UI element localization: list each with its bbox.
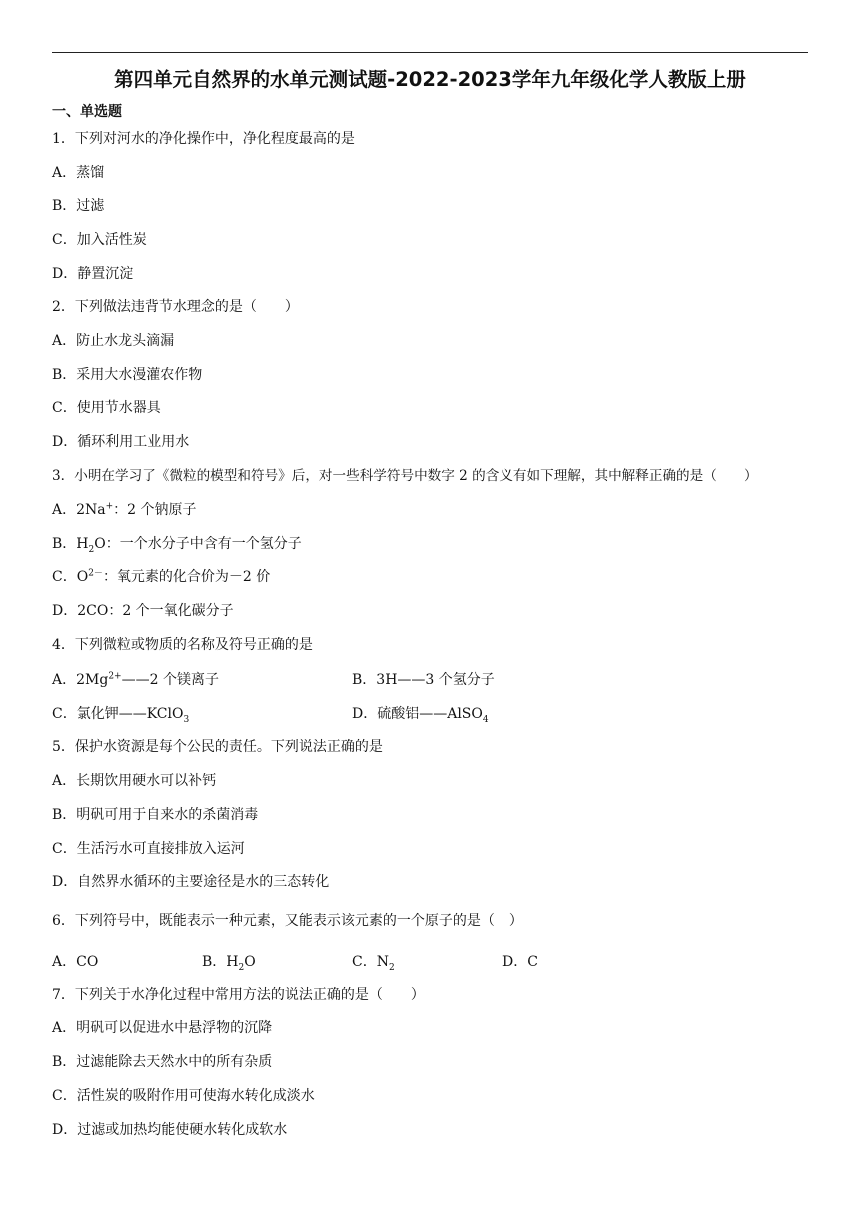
q4-option-c: C．氯化钾——KClO$_3$ bbox=[52, 706, 190, 725]
q5-option-a: A．长期饮用硬水可以补钙 bbox=[52, 773, 217, 789]
q3-option-b: B．$H_2O$：一个水分子中含有一个氢分子 bbox=[52, 536, 302, 555]
question-6-stem: 6．下列符号中，既能表示一种元素，又能表示该元素的一个原子的是（ ） bbox=[52, 913, 523, 929]
question-1-stem: 1．下列对河水的净化操作中，净化程度最高的是 bbox=[52, 131, 355, 147]
q2-option-a: A．防止水龙头滴漏 bbox=[52, 333, 175, 349]
question-4-stem: 4．下列微粒或物质的名称及符号正确的是 bbox=[52, 637, 313, 653]
question-7-stem: 7．下列关于水净化过程中常用方法的说法正确的是（ ） bbox=[52, 987, 425, 1003]
q7-option-a: A．明矾可以促进水中悬浮物的沉降 bbox=[52, 1020, 273, 1036]
q4-option-d: D．硫酸铝——AlSO$_4$ bbox=[352, 706, 489, 725]
q1-option-d: D．静置沉淀 bbox=[52, 266, 134, 282]
q6-option-b: B．$H_2O$ bbox=[202, 954, 256, 973]
q4-option-b: B．3H——3 个氢分子 bbox=[352, 672, 495, 688]
question-5-stem: 5．保护水资源是每个公民的责任。下列说法正确的是 bbox=[52, 739, 383, 755]
q7-option-b: B．过滤能除去天然水中的所有杂质 bbox=[52, 1054, 273, 1070]
q7-option-c: C．活性炭的吸附作用可使海水转化成淡水 bbox=[52, 1088, 315, 1104]
q6-option-c: C．$N_2$ bbox=[352, 954, 395, 973]
q3-option-d: D．2CO：2 个一氧化碳分子 bbox=[52, 603, 234, 619]
q2-option-d: D．循环利用工业用水 bbox=[52, 434, 190, 450]
q1-option-b: B．过滤 bbox=[52, 198, 105, 214]
q7-option-d: D．过滤或加热均能使硬水转化成软水 bbox=[52, 1122, 288, 1138]
q2-option-c: C．使用节水器具 bbox=[52, 400, 161, 416]
q1-option-a: A．蒸馏 bbox=[52, 165, 105, 181]
question-3-stem: 3．小明在学习了《微粒的模型和符号》后，对一些科学符号中数字 2 的含义有如下理解，其中解释正确的是（ ） bbox=[52, 468, 758, 484]
q1-option-c: C．加入活性炭 bbox=[52, 232, 147, 248]
q6-option-a: A．CO bbox=[52, 954, 99, 970]
q5-option-d: D．自然界水循环的主要途径是水的三态转化 bbox=[52, 874, 330, 890]
q5-option-b: B．明矾可用于自来水的杀菌消毒 bbox=[52, 807, 259, 823]
q3-option-c: C．$O^{2-}$：氧元素的化合价为－2 价 bbox=[52, 568, 271, 585]
question-2-stem: 2．下列做法违背节水理念的是（ ） bbox=[52, 299, 299, 315]
header-rule bbox=[52, 52, 808, 53]
q6-option-d: D．C bbox=[502, 954, 538, 970]
q2-option-b: B．采用大水漫灌农作物 bbox=[52, 367, 203, 383]
q3-option-a: A．2Na+：2 个钠原子 bbox=[52, 501, 197, 518]
page-title: 第四单元自然界的水单元测试题-2022-2023学年九年级化学人教版上册 bbox=[114, 68, 746, 91]
q5-option-c: C．生活污水可直接排放入运河 bbox=[52, 841, 245, 857]
q4-option-a: A．$2Mg^{2+}——2$ 个镁离子 bbox=[52, 671, 219, 688]
section-heading: 一、单选题 bbox=[52, 104, 122, 120]
